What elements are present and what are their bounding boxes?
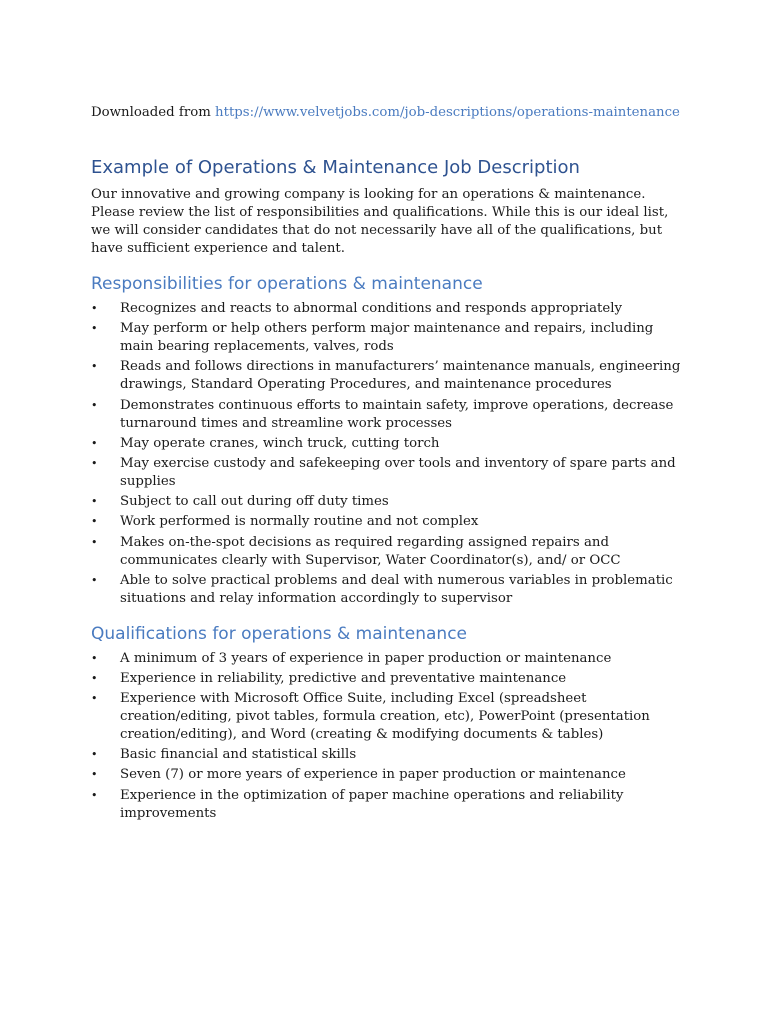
bullet-icon: • (91, 748, 98, 762)
qualification-item (91, 650, 688, 668)
list-item-text: May exercise custody and safekeeping over tools and inventory of spare parts and supplies (120, 455, 676, 489)
bullet-icon: • (91, 360, 98, 374)
source-link[interactable]: https://www.velvetjobs.com/job-descriptions/operations-maintenance (215, 105, 680, 120)
bullet-icon: • (91, 302, 98, 315)
source-line (91, 104, 688, 122)
list-item-text: Makes on-the-spot decisions as required regarding assigned repairs and communicates clearly with Supervisor, Water Coordinator(s), and/ or OCC (120, 534, 621, 568)
bullet-icon: • (91, 495, 98, 509)
source-prefix: Downloaded from (91, 105, 211, 120)
list-item-text: Experience with Microsoft Office Suite, including Excel (spreadsheet creation/editing, pivot tables, formula creation, etc), PowerPoint (presentation creation/editing), and Word (creating & modifying documents & tables) (120, 691, 650, 743)
list-item-text: May perform or help others perform major maintenance and repairs, including main bearing replacements, valves, rods (120, 321, 654, 355)
list-item-text: Experience in reliability, predictive and preventative maintenance (120, 670, 567, 686)
bullet-icon: • (91, 398, 98, 412)
list-item-text: Recognizes and reacts to abnormal conditions and responds appropriately (120, 301, 623, 316)
bullet-icon: • (91, 692, 98, 706)
list-item-text: Work performed is normally routine and not complex (120, 514, 479, 530)
bullet-icon: • (91, 515, 98, 529)
list-item-text: Basic financial and statistical skills (120, 747, 357, 763)
qualification-item (91, 746, 688, 764)
responsibility-item (91, 358, 688, 394)
bullet-icon: • (91, 456, 98, 470)
qualification-item (91, 670, 688, 688)
qualifications-section (91, 622, 688, 823)
list-item-text: Reads and follows directions in manufacturers’ maintenance manuals, engineering drawings, Standard Operating Procedures, and maintenance procedures (120, 359, 681, 393)
responsibility-item (91, 300, 688, 318)
responsibility-item (91, 397, 688, 433)
list-item-text: Experience in the optimization of paper machine operations and reliability improvements (120, 787, 624, 821)
qualification-item (91, 787, 688, 823)
qualifications-list (91, 650, 688, 823)
bullet-icon: • (91, 436, 98, 450)
responsibility-item (91, 513, 688, 531)
bullet-icon: • (91, 651, 98, 665)
responsibility-item (91, 493, 688, 511)
bullet-icon: • (91, 573, 98, 587)
responsibility-item (91, 572, 688, 608)
bullet-icon: • (91, 768, 98, 782)
responsibilities-section (91, 272, 688, 608)
responsibility-item (91, 534, 688, 570)
responsibilities-list (91, 300, 688, 608)
list-item-text: Demonstrates continuous efforts to maintain safety, improve operations, decrease turnaround times and streamline work processes (120, 397, 674, 431)
list-item-text: May operate cranes, winch truck, cutting torch (120, 435, 440, 451)
list-item-text: A minimum of 3 years of experience in paper production or maintenance (120, 650, 612, 666)
responsibility-item (91, 320, 688, 356)
qualification-item (91, 690, 688, 744)
list-item-text: Seven (7) or more years of experience in paper production or maintenance (120, 767, 626, 783)
qualification-item (91, 766, 688, 784)
bullet-icon: • (91, 535, 98, 549)
responsibilities-heading: Responsibilities for operations & maintenance (91, 274, 483, 294)
bullet-icon: • (91, 322, 98, 336)
page-title: Example of Operations & Maintenance Job Description (91, 157, 580, 178)
responsibility-item (91, 455, 688, 491)
responsibility-item (91, 435, 688, 453)
list-item-text: Subject to call out during off duty times (120, 494, 389, 510)
list-item-text: Able to solve practical problems and deal with numerous variables in problematic situations and relay information accordingly to supervisor (120, 572, 673, 606)
intro-paragraph: Our innovative and growing company is looking for an operations & maintenance. Please review the list of responsibilities and qualifications. While this is our ideal list, we will consider candidates that do not necessarily have all of the qualifications, but have sufficient experience and talent. (91, 187, 669, 256)
bullet-icon: • (91, 671, 98, 685)
bullet-icon: • (91, 788, 98, 802)
qualifications-heading: Qualifications for operations & maintenance (91, 623, 468, 644)
